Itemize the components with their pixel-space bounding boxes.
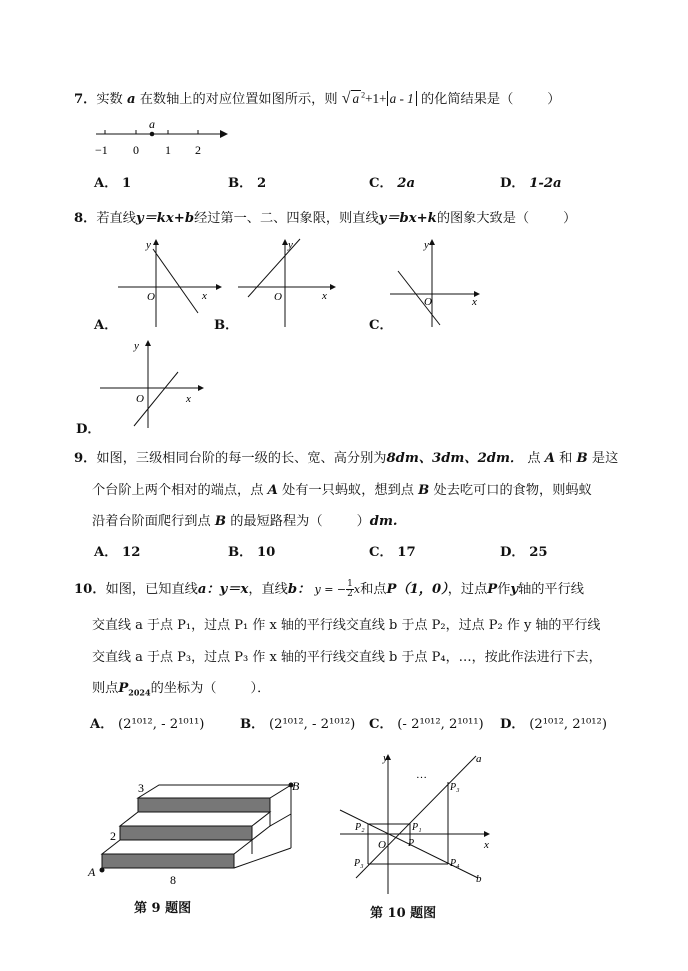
fig9-label-2: 2 — [110, 829, 116, 843]
q7-text: 在数轴上的对应位置如图所示，则 — [139, 92, 338, 107]
q7-sqrt-arg: a — [352, 91, 360, 106]
q9-line-3: 沿着台阶面爬行到点 B 的最短路程为（ ）dm. — [92, 514, 398, 529]
q10-line-2: 交直线 a 于点 P₁，过点 P₁ 作 x 轴的平行线交直线 b 于点 P₂，过点 P₂ 作 y 轴的平行线 — [92, 618, 601, 633]
svg-text:b: b — [476, 873, 482, 885]
q7-text: 的化简结果是（ — [420, 92, 514, 107]
fig9-stairs — [86, 770, 306, 890]
q7-option-d[interactable]: D． 1-2a — [500, 176, 562, 191]
q8-equation: y＝bx+k — [378, 211, 437, 226]
svg-text:y: y — [424, 239, 429, 251]
q8-equation: y＝kx+b — [135, 211, 195, 226]
svg-text:P₃: P₃ — [450, 782, 460, 793]
svg-text:a: a — [476, 753, 482, 765]
fig9-label-b: B — [292, 779, 300, 793]
fig9-caption: 第 9 题图 — [134, 901, 192, 916]
q8-graph-a — [116, 235, 226, 330]
fig9-label-a: A — [88, 865, 96, 879]
fig9-label-3: 3 — [138, 781, 144, 795]
svg-text:O: O — [136, 393, 144, 405]
svg-text:x: x — [186, 393, 191, 405]
q8-number: 8． — [74, 211, 97, 226]
fig9-label-8: 8 — [170, 873, 176, 887]
q8-text: 经过第一、二、四象限，则直线 — [194, 211, 379, 226]
svg-text:O: O — [274, 291, 282, 303]
q7-number: 7． — [74, 92, 97, 107]
q10-option-c[interactable]: C． (- 2¹⁰¹², 2¹⁰¹¹) — [369, 717, 484, 732]
q8-option-a[interactable]: A． — [94, 318, 118, 333]
q8-text: 的图象大致是（ — [436, 211, 530, 226]
q8-option-d[interactable]: D． — [76, 422, 101, 437]
q8-option-b[interactable]: B． — [214, 318, 239, 333]
q7-tick-label: 0 — [133, 143, 139, 157]
svg-text:P: P — [408, 838, 415, 849]
q7-tick-label: 2 — [195, 143, 201, 157]
q7-number-line — [92, 118, 232, 160]
q7-option-c[interactable]: C． 2a — [369, 176, 416, 191]
fig9-point-a — [100, 868, 105, 873]
q7-expression: √ a $^2$+1+ a - 1 — [342, 90, 417, 108]
q7-paren: ） — [547, 92, 561, 107]
q10-line-4: 则点$P_{2024}$的坐标为（ ）． — [92, 681, 271, 698]
q8-text: 若直线 — [96, 211, 136, 226]
svg-text:O: O — [147, 291, 155, 303]
q9-line-1: 9．如图，三级相同台阶的每一级的长、宽、高分别为8dm、3dm、2dm． 点 A 和 B 是这 — [74, 451, 619, 466]
svg-text:P₁: P₁ — [412, 822, 422, 833]
q7-text: 实数 — [96, 92, 123, 107]
svg-text:O: O — [424, 296, 432, 308]
q7-tick-label: −1 — [95, 143, 108, 157]
fig10-diagram — [336, 748, 506, 898]
q7-tick-label: 1 — [165, 143, 171, 157]
svg-text:y: y — [146, 239, 151, 251]
q7-option-a[interactable]: A． 1 — [94, 176, 132, 191]
q10-line-1: 10．如图，已知直线a：y＝x，直线b： y = − $\frac{1}{2}$ x和点P（1，0），过点P作y轴的平行线 — [74, 579, 584, 599]
svg-text:y: y — [288, 239, 293, 251]
q9-dimensions: 8dm、3dm、2dm． — [386, 451, 524, 466]
svg-text:P₂: P₂ — [355, 822, 365, 833]
q7-abs: a - 1 — [387, 91, 417, 106]
q9-option-d[interactable]: D． 25 — [500, 545, 548, 560]
svg-text:x: x — [322, 290, 327, 302]
q10-option-a[interactable]: A． (2¹⁰¹², - 2¹⁰¹¹) — [90, 717, 205, 732]
svg-text:x: x — [472, 296, 477, 308]
fig10-caption: 第 10 题图 — [370, 906, 437, 921]
q10-option-d[interactable]: D． (2¹⁰¹², 2¹⁰¹²) — [500, 717, 607, 732]
q8-graph-b — [236, 235, 346, 330]
svg-text:…: … — [416, 769, 427, 781]
q9-number: 9． — [74, 451, 97, 466]
q10-option-b[interactable]: B． (2¹⁰¹², - 2¹⁰¹²) — [240, 717, 356, 732]
q8-stem — [74, 207, 576, 226]
q7-point-a — [150, 132, 155, 137]
q10-line-3: 交直线 a 于点 P₃，过点 P₃ 作 x 轴的平行线交直线 b 于点 P₄，…，按此作法进行下去， — [92, 650, 602, 665]
q7-point-label: a — [149, 118, 155, 131]
q9-option-a[interactable]: A． 12 — [94, 545, 141, 560]
q9-option-c[interactable]: C． 17 — [369, 545, 416, 560]
svg-text:P₄: P₄ — [450, 858, 460, 869]
svg-text:y: y — [383, 752, 388, 764]
q7-expr-mid: +1+ — [365, 91, 387, 106]
q10-number: 10． — [74, 582, 106, 597]
q9-line-2: 个台阶上两个相对的端点，点 A 处有一只蚂蚁，想到点 B 处去吃可口的食物，则蚂蚁 — [92, 483, 592, 498]
q8-graph-d — [98, 336, 208, 431]
svg-text:O: O — [378, 839, 386, 851]
q8-graph-c — [388, 235, 498, 330]
svg-text:x: x — [484, 839, 489, 851]
q7-option-b[interactable]: B． 2 — [228, 176, 267, 191]
q7-stem — [74, 88, 560, 108]
q8-option-c[interactable]: C． — [369, 318, 393, 333]
q9-option-b[interactable]: B． 10 — [228, 545, 276, 560]
svg-text:x: x — [202, 290, 207, 302]
q7-exponent: 2 — [361, 90, 366, 100]
q8-paren: ） — [563, 211, 577, 226]
svg-text:P₃: P₃ — [354, 858, 364, 869]
q7-var: a — [126, 92, 136, 107]
svg-text:y: y — [134, 340, 139, 352]
